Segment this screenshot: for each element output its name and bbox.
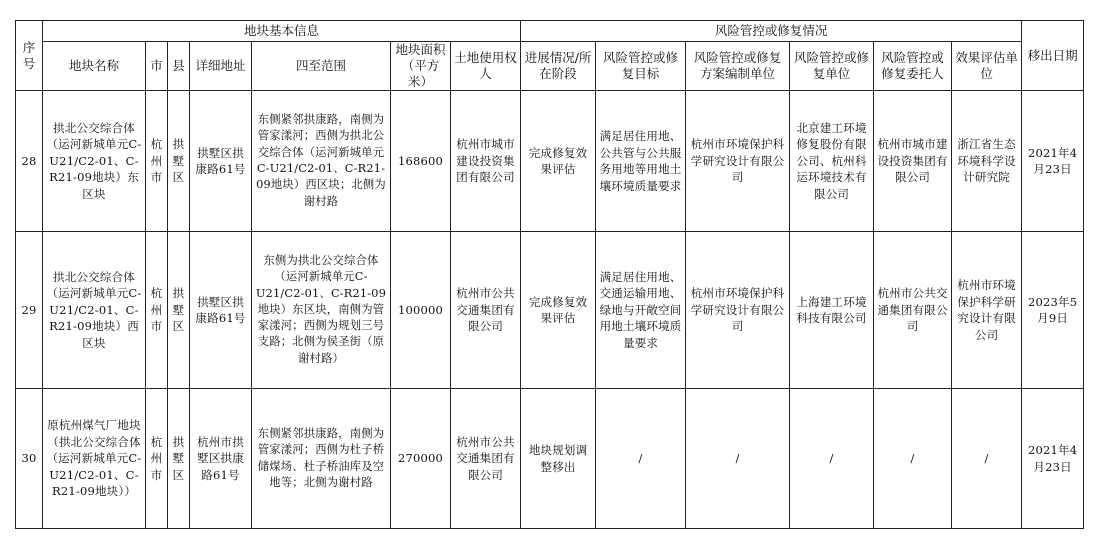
group-header-row — [16, 21, 1084, 42]
cell-address: 拱墅区拱康路61号 — [190, 232, 252, 389]
header-remediation-unit: 风险管控或修复单位 — [790, 42, 874, 91]
cell-city: 杭州市 — [146, 389, 168, 529]
cell-range: 东侧紧邻拱康路，南侧为管家漾河；西侧为杜子桥储煤场、杜子桥油库及空地等；北侧为谢村路 — [252, 389, 391, 529]
cell-seq: 28 — [16, 91, 43, 232]
table-row — [16, 232, 1084, 389]
cell-remediation-unit: 上海建工环境科技有限公司 — [790, 232, 874, 389]
header-area: 地块面积（平方米） — [391, 42, 451, 91]
cell-plan-unit: 杭州市环境保护科学研究设计有限公司 — [686, 232, 790, 389]
cell-progress: 完成修复效果评估 — [521, 232, 596, 389]
cell-target: / — [596, 389, 686, 529]
header-plan-unit: 风险管控或修复方案编制单位 — [686, 42, 790, 91]
cell-target: 满足居住用地、交通运输用地、绿地与开敞空间用地土壤环境质量要求 — [596, 232, 686, 389]
header-group-basic-info: 地块基本信息 — [43, 21, 521, 42]
cell-date: 2023年5月9日 — [1022, 232, 1084, 389]
cell-eval-unit: 浙江省生态环境科学设计研究院 — [952, 91, 1022, 232]
cell-eval-unit: 杭州市环境保护科学研究设计有限公司 — [952, 232, 1022, 389]
header-eval-unit: 效果评估单位 — [952, 42, 1022, 91]
column-header-row — [16, 42, 1084, 91]
table-row — [16, 91, 1084, 232]
cell-county: 拱墅区 — [168, 91, 190, 232]
header-date: 移出日期 — [1022, 21, 1084, 91]
header-city: 市 — [146, 42, 168, 91]
header-name: 地块名称 — [43, 42, 146, 91]
header-county: 县 — [168, 42, 190, 91]
cell-client: 杭州市城市建设投资集团有限公司 — [874, 91, 952, 232]
cell-county: 拱墅区 — [168, 232, 190, 389]
cell-remediation-unit: / — [790, 389, 874, 529]
cell-date: 2021年4月23日 — [1022, 91, 1084, 232]
cell-client: / — [874, 389, 952, 529]
cell-progress: 完成修复效果评估 — [521, 91, 596, 232]
cell-name: 拱北公交综合体（运河新城单元C-U21/C2-01、C-R21-09地块）东区块 — [43, 91, 146, 232]
cell-plan-unit: / — [686, 389, 790, 529]
header-owner: 土地使用权人 — [451, 42, 521, 91]
contaminated-site-table — [15, 20, 1084, 529]
header-client: 风险管控或修复委托人 — [874, 42, 952, 91]
cell-city: 杭州市 — [146, 91, 168, 232]
cell-progress: 地块规划调整移出 — [521, 389, 596, 529]
header-address: 详细地址 — [190, 42, 252, 91]
cell-owner: 杭州市公共交通集团有限公司 — [451, 232, 521, 389]
cell-county: 拱墅区 — [168, 389, 190, 529]
header-progress: 进展情况/所在阶段 — [521, 42, 596, 91]
cell-remediation-unit: 北京建工环境修复股份有限公司、杭州科运环境技术有限公司 — [790, 91, 874, 232]
cell-address: 拱墅区拱康路61号 — [190, 91, 252, 232]
cell-date: 2021年4月23日 — [1022, 389, 1084, 529]
header-target: 风险管控或修复目标 — [596, 42, 686, 91]
cell-owner: 杭州市公共交通集团有限公司 — [451, 389, 521, 529]
cell-plan-unit: 杭州市环境保护科学研究设计有限公司 — [686, 91, 790, 232]
cell-owner: 杭州市城市建设投资集团有限公司 — [451, 91, 521, 232]
cell-area: 100000 — [391, 232, 451, 389]
cell-client: 杭州市公共交通集团有限公司 — [874, 232, 952, 389]
cell-eval-unit: / — [952, 389, 1022, 529]
cell-target: 满足居住用地、公共管与公共服务用地等用地土壤环境质量要求 — [596, 91, 686, 232]
header-range: 四至范围 — [252, 42, 391, 91]
cell-seq: 30 — [16, 389, 43, 529]
cell-seq: 29 — [16, 232, 43, 389]
cell-address: 杭州市拱墅区拱康路61号 — [190, 389, 252, 529]
cell-area: 270000 — [391, 389, 451, 529]
table-row — [16, 389, 1084, 529]
cell-name: 拱北公交综合体（运河新城单元C-U21/C2-01、C-R21-09地块）西区块 — [43, 232, 146, 389]
cell-range: 东侧紧邻拱康路，南侧为管家漾河；西侧为拱北公交综合体（运河新城单元C-U21/C2-01、C-R21-09地块）西区块；北侧为谢村路 — [252, 91, 391, 232]
site-list-table-wrapper — [15, 20, 1083, 529]
header-seq: 序号 — [16, 21, 43, 91]
cell-city: 杭州市 — [146, 232, 168, 389]
header-group-risk-info: 风险管控或修复情况 — [521, 21, 1022, 42]
cell-range: 东侧为拱北公交综合体（运河新城单元C-U21/C2-01、C-R21-09地块）东区块，南侧为管家漾河；西侧为规划三号支路；北侧为侯圣街（原谢村路） — [252, 232, 391, 389]
cell-area: 168600 — [391, 91, 451, 232]
cell-name: 原杭州煤气厂地块（拱北公交综合体（运河新城单元C-U21/C2-01、C-R21-09地块）） — [43, 389, 146, 529]
